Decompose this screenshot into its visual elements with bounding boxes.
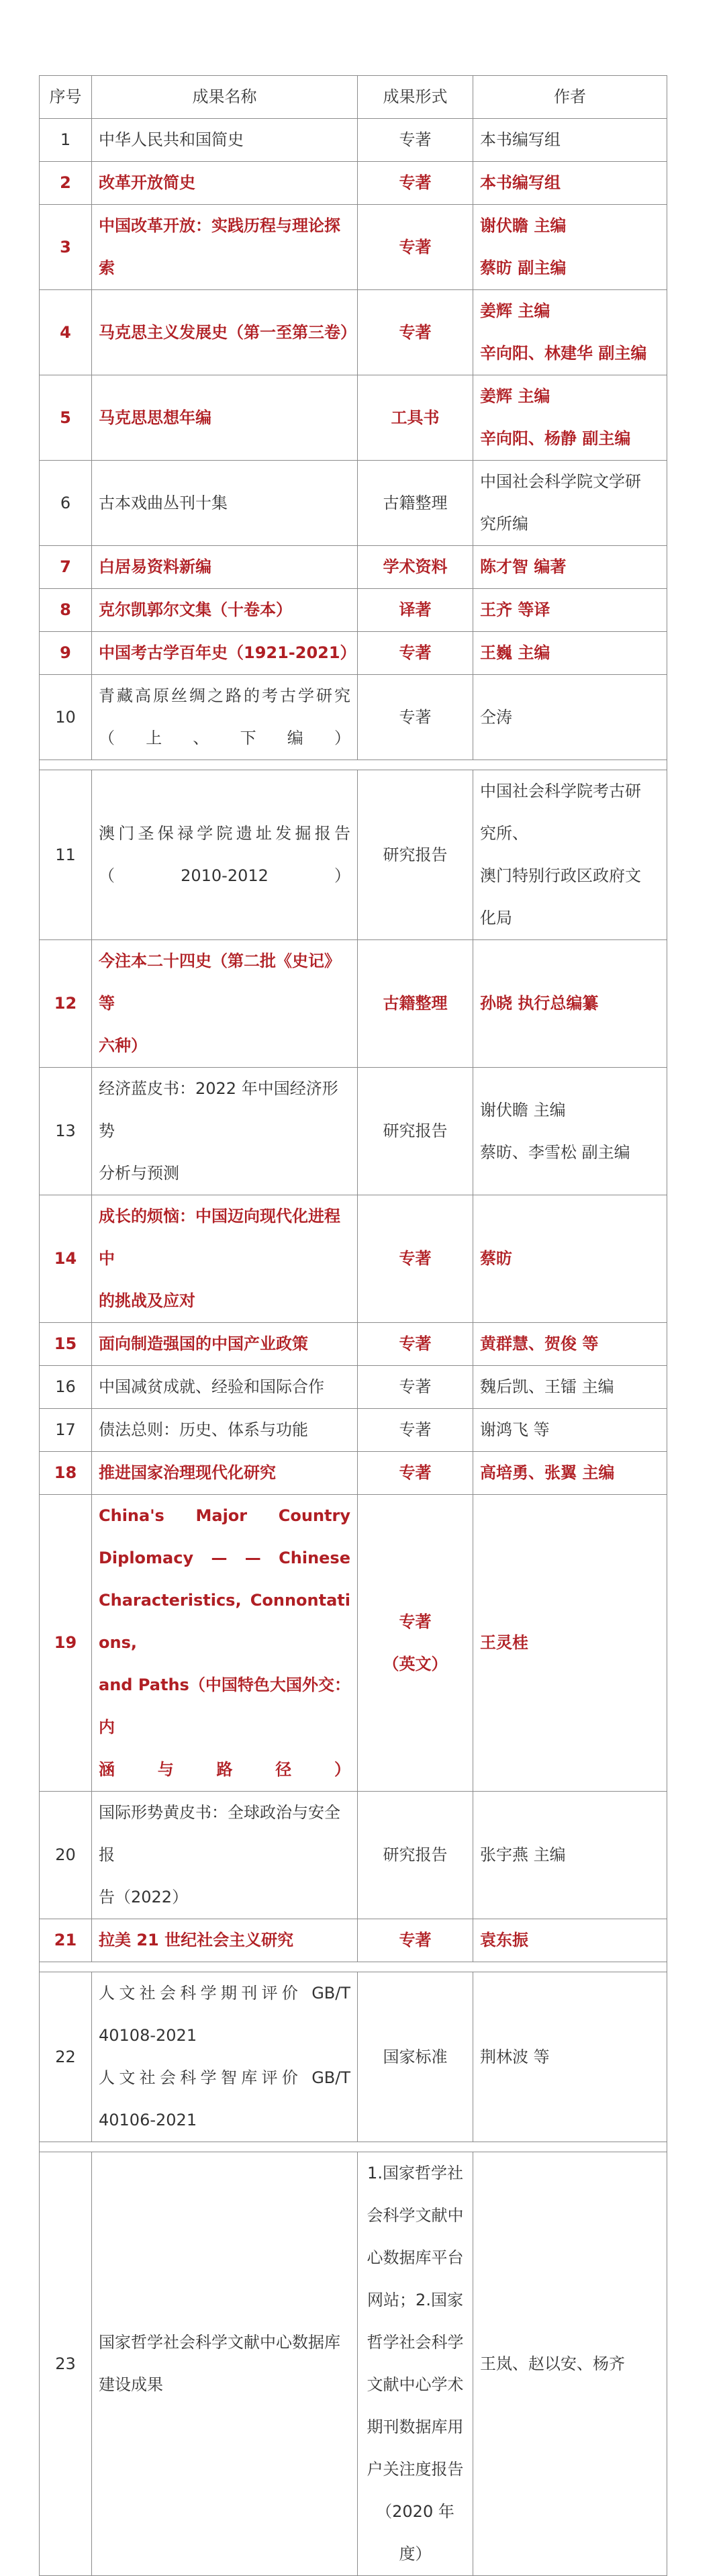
cell-author <box>473 1195 667 1323</box>
cell-title-line: 40108-2021 <box>99 2026 197 2045</box>
cell-form <box>358 589 473 632</box>
cell-form-line: 专著 <box>399 130 432 149</box>
cell-title <box>92 375 358 461</box>
gap-cell <box>40 2142 667 2152</box>
cell-num: 12 <box>40 940 92 1068</box>
cell-title-line: 中国减贫成就、经验和国际合作 <box>99 1377 324 1396</box>
cell-title-line: 白居易资料新编 <box>99 557 211 576</box>
cell-author <box>473 119 667 162</box>
cell-author-line: 蔡昉 副主编 <box>480 259 567 277</box>
cell-title <box>92 119 358 162</box>
cell-author <box>473 290 667 375</box>
cell-title <box>92 632 358 675</box>
cell-author-line: 究所、 <box>480 824 528 843</box>
cell-form <box>358 1409 473 1452</box>
cell-author <box>473 205 667 290</box>
cell-title-line: 经济蓝皮书：2022 年中国经济形势 <box>99 1079 338 1140</box>
cell-form-line: 网站；2.国家 <box>367 2291 463 2309</box>
cell-title-line: （上、下编） <box>99 729 350 747</box>
cell-form <box>358 675 473 760</box>
cell-author-line: 王齐 等译 <box>480 600 550 619</box>
cell-form <box>358 940 473 1068</box>
cell-num: 3 <box>40 205 92 290</box>
cell-author <box>473 1792 667 1919</box>
achievements-document <box>39 75 667 2576</box>
cell-title-line: China's Major Country <box>99 1506 350 1525</box>
cell-form <box>358 375 473 461</box>
cell-title <box>92 162 358 205</box>
cell-title-line: 告（2022） <box>99 1888 189 1906</box>
cell-title-line: 债法总则：历史、体系与功能 <box>99 1420 308 1439</box>
cell-author-line: 王岚、赵以安、杨齐 <box>480 2354 625 2373</box>
cell-title-line: 中国改革开放：实践历程与理论探索 <box>99 216 340 277</box>
cell-title <box>92 546 358 589</box>
cell-title-line: （2010-2012） <box>99 866 350 885</box>
cell-num: 13 <box>40 1068 92 1195</box>
cell-num: 23 <box>40 2152 92 2576</box>
cell-num: 14 <box>40 1195 92 1323</box>
cell-title-line: 青藏高原丝绸之路的考古学研究 <box>99 686 350 705</box>
cell-num: 1 <box>40 119 92 162</box>
cell-title-line: 中华人民共和国简史 <box>99 130 244 149</box>
cell-form-line: 心数据库平台 <box>367 2248 464 2267</box>
cell-form-line: 专著 <box>399 707 432 727</box>
cell-title <box>92 1452 358 1495</box>
table-row <box>40 375 667 461</box>
cell-title-line: and Paths（中国特色大国外交：内 <box>99 1675 350 1737</box>
cell-form-line: 国家标准 <box>383 2047 448 2066</box>
cell-author-line: 谢伏瞻 主编 <box>480 1100 566 1119</box>
cell-num: 5 <box>40 375 92 461</box>
cell-title <box>92 1792 358 1919</box>
table-row <box>40 119 667 162</box>
cell-form <box>358 119 473 162</box>
cell-title-line: 古本戏曲丛刊十集 <box>99 493 228 512</box>
cell-author <box>473 375 667 461</box>
table-row <box>40 1452 667 1495</box>
cell-form-line: 户关注度报告 <box>367 2460 464 2479</box>
cell-form-line: 古籍整理 <box>383 493 448 512</box>
cell-num: 4 <box>40 290 92 375</box>
cell-author-line: 孙晓 执行总编纂 <box>480 994 599 1013</box>
cell-title <box>92 461 358 546</box>
cell-title-line: 推进国家治理现代化研究 <box>99 1463 276 1482</box>
cell-form <box>358 1495 473 1792</box>
cell-author <box>473 632 667 675</box>
cell-title <box>92 290 358 375</box>
cell-author-line: 本书编写组 <box>480 130 561 149</box>
cell-author <box>473 1972 667 2142</box>
cell-form-line: （2020 年度） <box>376 2502 454 2563</box>
cell-form-line: 1.国家哲学社 <box>367 2164 463 2182</box>
cell-title <box>92 1495 358 1792</box>
table-row <box>40 1195 667 1323</box>
cell-author-line: 中国社会科学院文学研 <box>480 472 641 491</box>
cell-title <box>92 1366 358 1409</box>
page-break-gap <box>40 760 667 770</box>
cell-author <box>473 2152 667 2576</box>
cell-author <box>473 770 667 940</box>
cell-title <box>92 940 358 1068</box>
cell-form-line: 文献中心学术 <box>367 2375 464 2394</box>
cell-title-line: 克尔凯郭尔文集（十卷本） <box>99 600 292 619</box>
cell-author-line: 魏后凯、王镭 主编 <box>480 1377 614 1396</box>
cell-title <box>92 1195 358 1323</box>
cell-form <box>358 770 473 940</box>
cell-num: 22 <box>40 1972 92 2142</box>
cell-title-line: 分析与预测 <box>99 1164 179 1183</box>
cell-author-line: 仝涛 <box>480 707 512 727</box>
cell-num: 15 <box>40 1323 92 1366</box>
table-row <box>40 461 667 546</box>
cell-num: 6 <box>40 461 92 546</box>
cell-form-line: 专著 <box>399 322 432 342</box>
cell-form-line: 专著 <box>399 173 432 192</box>
cell-author <box>473 675 667 760</box>
cell-author-line: 化局 <box>480 909 512 927</box>
cell-author-line: 蔡昉 <box>480 1249 512 1268</box>
cell-form-line: 研究报告 <box>383 845 448 864</box>
cell-title-line: 拉美 21 世纪社会主义研究 <box>99 1931 294 1949</box>
cell-author <box>473 461 667 546</box>
cell-author-line: 辛向阳、杨静 副主编 <box>480 429 631 448</box>
cell-form-line: 专著 <box>399 1377 432 1396</box>
cell-author-line: 谢鸿飞 等 <box>480 1420 550 1439</box>
cell-form-line: 专著 <box>399 237 432 257</box>
gap-cell <box>40 760 667 770</box>
table-row <box>40 589 667 632</box>
cell-title-line: 面向制造强国的中国产业政策 <box>99 1334 308 1353</box>
cell-title-line: 中国考古学百年史（1921-2021） <box>99 643 356 662</box>
cell-author <box>473 940 667 1068</box>
cell-form <box>358 162 473 205</box>
achievements-table <box>39 75 667 2576</box>
cell-form <box>358 290 473 375</box>
cell-form <box>358 1323 473 1366</box>
cell-author-line: 辛向阳、林建华 副主编 <box>480 344 647 363</box>
cell-author <box>473 589 667 632</box>
cell-author-line: 王巍 主编 <box>480 643 550 662</box>
cell-title-line: 国际形势黄皮书：全球政治与安全报 <box>99 1803 340 1864</box>
cell-form-line: 哲学社会科学 <box>367 2333 464 2352</box>
header-num: 序号 <box>40 76 92 119</box>
cell-author-line: 究所编 <box>480 514 528 533</box>
table-row <box>40 205 667 290</box>
cell-num: 7 <box>40 546 92 589</box>
cell-num: 17 <box>40 1409 92 1452</box>
cell-form <box>358 1452 473 1495</box>
cell-form <box>358 1068 473 1195</box>
cell-form-line: 专著 <box>399 1420 432 1439</box>
cell-title <box>92 770 358 940</box>
gap-cell <box>40 1962 667 1972</box>
cell-form <box>358 205 473 290</box>
cell-title <box>92 205 358 290</box>
table-row <box>40 770 667 940</box>
cell-form-line: 专著 <box>399 1612 432 1631</box>
cell-form-line: 专著 <box>399 1463 432 1482</box>
cell-title-line: Characteristics, Connontations, <box>99 1591 350 1652</box>
page-break-gap <box>40 1962 667 1972</box>
cell-form-line: 古籍整理 <box>383 994 448 1013</box>
table-row <box>40 1409 667 1452</box>
cell-author-line: 袁东振 <box>480 1931 528 1949</box>
cell-author-line: 澳门特别行政区政府文 <box>480 866 641 885</box>
cell-form-line: 学术资料 <box>383 557 448 576</box>
cell-author-line: 姜辉 主编 <box>480 387 550 406</box>
cell-author-line: 荆林波 等 <box>480 2047 550 2066</box>
table-row <box>40 1972 667 2142</box>
table-row <box>40 2152 667 2576</box>
cell-form <box>358 1366 473 1409</box>
table-row <box>40 675 667 760</box>
cell-title-line: 马克思主义发展史（第一至第三卷） <box>99 322 356 342</box>
cell-title-line: 涵与路径） <box>99 1760 350 1779</box>
cell-title <box>92 1409 358 1452</box>
cell-title <box>92 675 358 760</box>
cell-title-line: 40106-2021 <box>99 2111 197 2129</box>
cell-form-line: 专著 <box>399 643 432 662</box>
table-row <box>40 1323 667 1366</box>
table-row <box>40 1919 667 1962</box>
cell-title <box>92 1068 358 1195</box>
cell-author <box>473 1919 667 1962</box>
cell-title <box>92 2152 358 2576</box>
header-title: 成果名称 <box>92 76 358 119</box>
cell-form-line: 研究报告 <box>383 1121 448 1140</box>
cell-form-line: 工具书 <box>391 408 440 427</box>
cell-title <box>92 589 358 632</box>
cell-form-line: 专著 <box>399 1931 432 1949</box>
cell-title-line: 的挑战及应对 <box>99 1291 195 1310</box>
cell-title-line: 国家哲学社会科学文献中心数据库 <box>99 2333 340 2352</box>
cell-author-line: 本书编写组 <box>480 173 561 192</box>
cell-num: 11 <box>40 770 92 940</box>
cell-title-line: 人文社会科学期刊评价 GB/T <box>99 1984 350 2003</box>
cell-author-line: 蔡昉、李雪松 副主编 <box>480 1142 630 1162</box>
cell-author-line: 黄群慧、贺俊 等 <box>480 1334 599 1353</box>
cell-author <box>473 1409 667 1452</box>
table-row <box>40 632 667 675</box>
cell-author <box>473 1366 667 1409</box>
table-row <box>40 546 667 589</box>
cell-form <box>358 1195 473 1323</box>
cell-title-line: 澳门圣保禄学院遗址发掘报告 <box>99 824 350 843</box>
cell-num: 8 <box>40 589 92 632</box>
cell-form <box>358 546 473 589</box>
cell-num: 18 <box>40 1452 92 1495</box>
cell-author-line: 王灵桂 <box>480 1633 528 1652</box>
cell-author <box>473 546 667 589</box>
header-author: 作者 <box>473 76 667 119</box>
cell-form <box>358 1972 473 2142</box>
cell-title-line: 六种） <box>99 1036 147 1055</box>
cell-form-line: 研究报告 <box>383 1845 448 1864</box>
cell-num: 16 <box>40 1366 92 1409</box>
cell-title-line: 马克思思想年编 <box>99 408 211 427</box>
cell-form-line: （英文） <box>383 1654 448 1673</box>
table-row <box>40 1792 667 1919</box>
cell-form-line: 专著 <box>399 1334 432 1353</box>
cell-form-line: 期刊数据库用 <box>367 2418 464 2436</box>
cell-form-line: 专著 <box>399 1249 432 1268</box>
cell-num: 9 <box>40 632 92 675</box>
cell-author <box>473 1452 667 1495</box>
cell-form <box>358 1792 473 1919</box>
cell-author <box>473 162 667 205</box>
cell-author <box>473 1323 667 1366</box>
cell-title <box>92 1323 358 1366</box>
cell-author-line: 谢伏瞻 主编 <box>480 216 567 235</box>
cell-title-line: 成长的烦恼：中国迈向现代化进程中 <box>99 1207 340 1268</box>
table-row <box>40 162 667 205</box>
cell-title <box>92 1972 358 2142</box>
cell-title-line: Diplomacy — — Chinese <box>99 1549 350 1567</box>
cell-author-line: 陈才智 编著 <box>480 557 567 576</box>
cell-title-line: 今注本二十四史（第二批《史记》等 <box>99 952 340 1013</box>
page-break-gap <box>40 2142 667 2152</box>
cell-form <box>358 461 473 546</box>
cell-num: 20 <box>40 1792 92 1919</box>
cell-num: 21 <box>40 1919 92 1962</box>
cell-form-line: 会科学文献中 <box>367 2206 464 2225</box>
cell-author-line: 张宇燕 主编 <box>480 1845 566 1864</box>
cell-num: 10 <box>40 675 92 760</box>
cell-form <box>358 632 473 675</box>
table-header-row <box>40 76 667 119</box>
cell-form-line: 译著 <box>399 600 432 619</box>
cell-author-line: 中国社会科学院考古研 <box>480 782 641 800</box>
cell-form <box>358 2152 473 2576</box>
cell-num: 19 <box>40 1495 92 1792</box>
table-row <box>40 940 667 1068</box>
table-row <box>40 1495 667 1792</box>
table-row <box>40 1366 667 1409</box>
cell-form <box>358 1919 473 1962</box>
cell-title-line: 人文社会科学智库评价 GB/T <box>99 2068 350 2087</box>
cell-title-line: 建设成果 <box>99 2375 163 2394</box>
table-row <box>40 290 667 375</box>
cell-author <box>473 1495 667 1792</box>
cell-author-line: 姜辉 主编 <box>480 302 550 320</box>
cell-author-line: 高培勇、张翼 主编 <box>480 1463 615 1482</box>
cell-num: 2 <box>40 162 92 205</box>
cell-title <box>92 1919 358 1962</box>
header-form: 成果形式 <box>358 76 473 119</box>
cell-title-line: 改革开放简史 <box>99 173 195 192</box>
cell-author <box>473 1068 667 1195</box>
table-row <box>40 1068 667 1195</box>
